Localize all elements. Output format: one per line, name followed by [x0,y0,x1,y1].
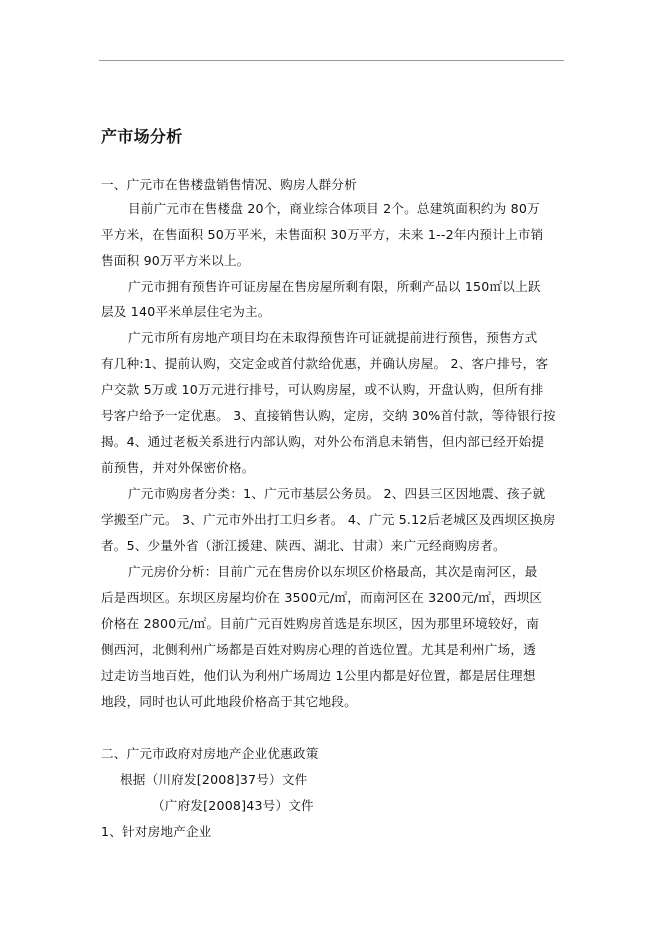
paragraph-line: 前预售，并对外保密价格。 [101,460,255,475]
section-heading-2: 二、广元市政府对房地产企业优惠政策 [101,746,319,761]
paragraph-line: 地段，同时也认可此地段价格高于其它地段。 [101,694,357,709]
paragraph-line: 者。5、少量外省（浙江援建、陕西、湖北、甘肃）来广元经商购房者。 [101,538,506,553]
policy-basis-line: 根据（川府发[2008]37号）文件 [120,772,308,787]
paragraph-line: 广元房价分析：目前广元在售房价以东坝区价格最高，其次是南河区，最 [128,564,538,579]
header-rule [99,60,564,61]
paragraph-line: 广元市购房者分类：1、广元市基层公务员。 2、四县三区因地震、孩子就 [128,486,546,501]
paragraph-line: 平方米，在售面积 50万平米，未售面积 30万平方，未来 1--2年内预计上市销 [101,227,544,242]
paragraph-line: 后是西坝区。东坝区房屋均价在 3500元/㎡，而南河区在 3200元/㎡，西坝区 [101,590,543,605]
sub-heading: 1、针对房地产企业 [101,824,212,839]
paragraph-line: 层及 140平米单层住宅为主。 [101,304,271,319]
paragraph-line: 号客户给予一定优惠。 3、直接销售认购，定房，交纳 30%首付款，等待银行按 [101,408,556,423]
paragraph-line: 价格在 2800元/㎡。目前广元百姓购房首选是东坝区，因为那里环境较好，南 [101,616,540,631]
paragraph-line: 户交款 5万或 10万元进行排号，可认购房屋，或不认购，开盘认购，但所有排 [101,382,544,397]
paragraph-line: 揭。4、通过老板关系进行内部认购，对外公布消息未销售，但内部已经开始提 [101,434,545,449]
paragraph-line: 有几种:1、提前认购，交定金或首付款给优惠，并确认房屋。 2、客户排号，客 [101,356,549,371]
policy-basis-line: （广府发[2008]43号）文件 [152,798,314,813]
paragraph-line: 售面积 90万平方米以上。 [101,253,250,268]
paragraph-line: 过走访当地百姓，他们认为利州广场周边 1公里内都是好位置，都是居住理想 [101,668,536,683]
page-title: 产市场分析 [101,127,183,146]
paragraph-line: 侧西河，北侧利州广场都是百姓对购房心理的首选位置。尤其是利州广场，透 [101,642,536,657]
section-heading-1: 一、广元市在售楼盘销售情况、购房人群分析 [101,177,357,192]
paragraph-line: 广元市拥有预售许可证房屋在售房屋所剩有限，所剩产品以 150㎡以上跃 [128,279,541,294]
paragraph-line: 目前广元市在售楼盘 20个，商业综合体项目 2个。总建筑面积约为 80万 [128,201,540,216]
paragraph-line: 广元市所有房地产项目均在未取得预售许可证就提前进行预售，预售方式 [128,330,538,345]
paragraph-line: 学搬至广元。 3、广元市外出打工归乡者。 4、广元 5.12后老城区及西坝区换房 [101,512,556,527]
